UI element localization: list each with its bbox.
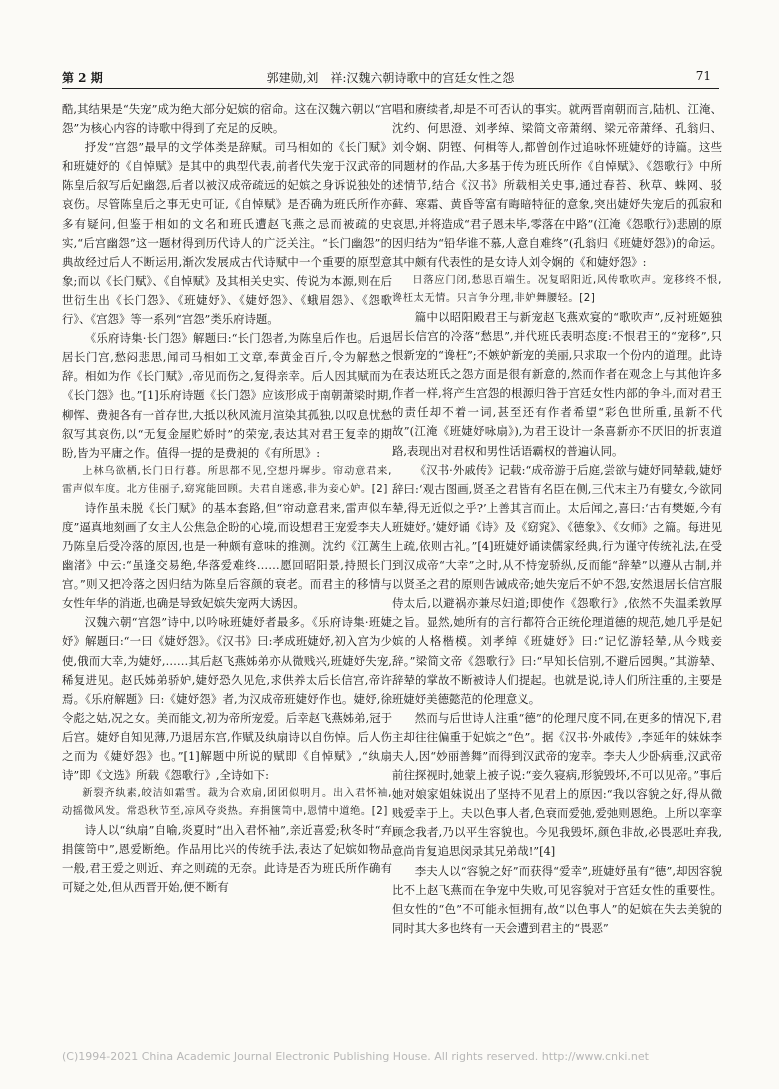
quoted-poem: 新裂齐纨素,皎洁如霜雪。裁为合欢扇,团团似明月。出入君怀袖,动摇微风发。常恐秋节至,凉风夺炎热。弃捐箧笥中,恩情中道绝。[2] — [62, 788, 392, 818]
body-paragraph: 《乐府诗集·长门怨》解题曰:“长门怨者,为陈皇后作也。后退居长门宫,愁闷悲思,闻司马相如工文章,奉黄金百斤,令为解愁之辞。相如为作《长门赋》,帝见而伤之,复得亲幸。后人因其赋而为《长门怨》也。”[1]乐府诗题《长门怨》应该形成于南朝萧梁时期,柳恽、费昶各有一首存世,大抵以秋风流月渲染其孤独,以叹息忧愁叙写其哀伤,以“无复金屋贮娇时”的荣宠,表达其对君王复幸的期盼,皆为平庸之作。值得一提的是费昶的《有所思》: — [62, 331, 392, 460]
body-paragraph: 酷,其结果是“失宠”成为绝大部分妃嫔的宿命。这在汉魏六朝以“宫怨”为核心内容的诗歌中得到了充足的反映。 — [62, 102, 392, 136]
left-column — [62, 100, 392, 898]
right-column — [392, 100, 722, 938]
running-header — [62, 66, 719, 89]
page-number: 71 — [695, 69, 711, 83]
body-paragraph: 诗作虽未脱《长门赋》的基本套路,但“帘动意君来,雷声似车度”逼真地刻画了女主人公焦急企盼的心境,而设想君王宠爱李夫人乃陈皇后受冷落的原因,也是一种颇有意味的推测。沈约《江蓠生幽渚》中云:“虽逢交易绝,华落爱难终……愿回昭阳景,持照长门宫。”则又把冷落之因归结为陈皇后容颜的衰老。而君主的移情与女性年华的消逝,也确是导致妃嫔失宠两大诱因。 — [62, 500, 392, 611]
copyright-watermark: (C)1994-2021 China Academic Journal Electronic Publishing House. All rights reserved. http://www.cnki.net — [62, 1050, 649, 1063]
body-paragraph: 汉魏六朝“宫怨”诗中,以吟咏班婕妤者最多。《乐府诗集·班婕妤》解题曰:“一曰《婕妤怨》。《汉书》曰:孝成班婕妤,初入宫为少使,俄而大幸,为婕妤,……其后赵飞燕姊弟亦从微贱兴,班婕妤失宠,稀复进见。赵氏姊弟骄妒,婕妤恐久见危,求供养太后长信宫,帝许焉。《乐府解题》曰:《婕妤怨》者,为汉成帝班婕妤作也。婕妤,徐令彪之姑,况之女。美而能文,初为帝所宠爱。后幸赵飞燕姊弟,冠于后宫。婕妤自知见薄,乃退居东宫,作赋及纨扇诗以自伤悼。后人伤之而为《婕妤怨》也。”[1]解题中所说的赋即《自悼赋》,“纨扇诗”即《文选》所载《怨歌行》,全诗如下: — [62, 615, 392, 783]
body-paragraph: 诗人以“纨扇”自喻,炎夏时“出入君怀袖”,亲近喜爱;秋冬时“弃捐箧笥中”,恩爱断绝。作品用比兴的传统手法,表达了妃嫔如物品一般,君王爱之则近、弃之则疏的无奈。此诗是否为班氏所作确有可疑之处,但从西晋开始,便不断有 — [62, 823, 392, 895]
body-paragraph: 篇中以昭阳殿君王与新宠赵飞燕欢宴的“歌吹声”,反衬班姬独居长信宫的冷落“愁思”,并代班氏表明态度:不恨君王的“宠移”,只恨新宠的“谗枉”;不嫉妒新宠的美丽,只求取一个份内的道理。此诗在表达班氏之怨方面是很有新意的,然而作者在观念上与其他许多作者一样,将产生宫怨的根源归咎于宫廷女性内部的争斗,而对君王的责任却不着一词,甚至还有作者希望“彩色世所重,虽新不代故”(江淹《班婕妤咏扇》),为君王设计一条喜新亦不厌旧的折衷道路,表现出对君权和男性话语霸权的普遍认同。 — [392, 309, 722, 458]
body-paragraph: 唱和赓续者,却是不可否认的事实。就两晋南朝而言,陆机、江淹、沈约、何思澄、刘孝绰、梁简文帝萧纲、梁元帝萧绎、孔翁归、刘令娴、阴铿、何楫等人,都曾创作过追咏怀班婕妤的诗篇。这些同题材的作品,大多基于传为班氏所作《自悼赋》、《怨歌行》中所述情节,结合《汉书》所载相关史事,通过春苔、秋草、蛛网、驳藓、寒霜、黄昏等富有晦暗特征的意象,突出婕妤失宠后的孤寂和哀思,并将造成“君子恩未毕,零落在中路”(江淹《怨歌行》)悲剧的原因归结为“铅华谁不慕,人意自难终”(孔翁归《班婕妤怨》)的命运。其中颇有代表性的是女诗人刘令娴的《和婕妤怨》: — [392, 102, 722, 269]
body-paragraph: 《汉书·外戚传》记载:“成帝游于后庭,尝欲与婕妤同辇载,婕妤辞曰:‘观古图画,贤圣之君皆有名臣在侧,三代末主乃有嬖女,今欲同辇,得无近似之乎?’上善其言而止。太后闻之,喜曰:‘古有樊姬,今有班婕妤。’婕妤诵《诗》及《窈窕》、《德象》、《女师》之篇。每进见上疏,依则古礼。”[4]班婕妤诵读儒家经典,行为谨守传统礼法,在受到汉成帝“大幸”之时,从不恃宠骄纵,反而能“辞辇”以遵从古制,并以贤圣之君的原则告诫成帝;她失宠后不妒不怨,安然退居长信宫服侍太后,以避祸亦兼尽妇道;即使作《怨歌行》,依然不失温柔敦厚之旨。显然,她所有的言行都符合正统伦理道德的规范,她几乎是妃嫔的人格楷模。刘孝绰《班婕妤》曰:“记忆游轻辇,从今贱妾辞。”梁简文帝《怨歌行》曰:“早知长信别,不避后园舆。”其游辇、辞辇的掌故不断被诗人们提起。也就是说,诗人们所注重的,主要是班婕妤美德懿范的伦理意义。 — [392, 462, 722, 706]
body-paragraph: 然而与后世诗人注重“德”的伦理尺度不同,在更多的情况下,君主却往往偏重于妃嫔之“色”。据《汉书·外戚传》,李延年的妹妹李夫人,因“妙丽善舞”而得到汉武帝的宠幸。李夫人少卧病垂,汉武帝前往探视时,她蒙上被子说:“妾久寝病,形貌毁坏,不可以见帝。”事后她对娘家姐妹说出了坚持不见君上的原因:“我以容貌之好,得从微贱爱幸于上。夫以色事人者,色衰而爱弛,爱弛则恩绝。上所以挛挛顾念我者,乃以平生容貌也。今见我毁坏,颜色非故,必畏恶吐弃我,意尚肯复追思闵录其兄弟哉!”[4] — [392, 710, 722, 859]
issue-number: 第 2 期 — [62, 71, 103, 85]
body-paragraph: 抒发“宫怨”最早的文学体类是辞赋。司马相如的《长门赋》和班婕妤的《自悼赋》是其中的典型代表,前者代失宠于汉武帝的陈皇后叙写后妃幽怨,后者以被汉成帝疏远的妃嫔之身诉说独处的哀伤。尽管陈皇后之事无史可证,《自悼赋》是否确为班氏所作亦多有疑问,但鉴于相如的文名和班氏遭赵飞燕之忌而被疏的史实,“后宫幽怨”这一题材得到历代诗人的广泛关注。“长门幽怨”的典故经过后人不断运用,渐次发展成古代诗赋中一个重要的原型意象;而以《长门赋》、《自悼赋》及其相关史实、传说为本源,则在后世衍生出《长门怨》、《班婕妤》、《婕妤怨》、《蛾眉怨》、《怨歌行》、《宫怨》等一系列“宫怨”类乐府诗题。 — [62, 140, 392, 327]
running-title: 郭建勋,刘 祥:汉魏六朝诗歌中的宫廷女性之怨 — [266, 71, 515, 85]
body-paragraph: 李夫人以“容貌之好”而获得“爱幸”,班婕妤虽有“德”,却因容貌比不上赵飞燕而在争宠中失败,可见容貌对于宫廷女性的重要性。但女性的“色”不可能永恒拥有,故“以色事人”的妃嫔在失去美貌的同时其大多也终有一天会遭到君主的“畏恶” — [392, 863, 722, 935]
quoted-poem: 日落应门闭,愁思百端生。况复昭阳近,风传歌吹声。宠移终不恨,谗枉太无情。只言争分理,非妒舞腰轻。[2] — [392, 274, 722, 304]
quoted-poem: 上林乌欲栖,长门日行暮。所思都不见,空想丹墀步。帘动意君来,雷声似车度。北方佳丽子,窈窕能回顾。夫君自迷惑,非为妾心妒。[2] — [62, 465, 392, 495]
